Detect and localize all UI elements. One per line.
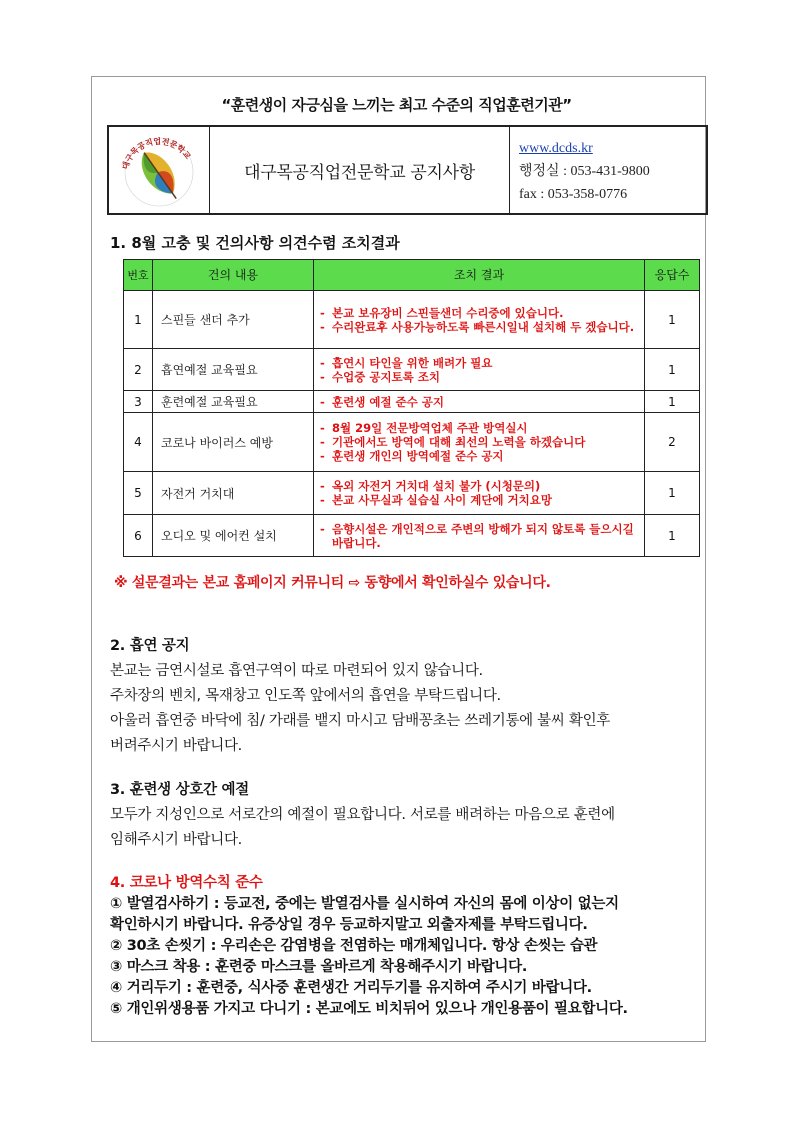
table-row xyxy=(124,413,700,472)
action-line: - 8월 29일 전문방역업체 주관 방역실시 xyxy=(320,421,528,435)
header-count: 응답수 xyxy=(645,260,700,291)
slogan: “훈련생이 자긍심을 느끼는 최고 수준의 직업훈련기관” xyxy=(221,96,572,114)
header-item: 건의 내용 xyxy=(153,260,314,291)
section3 xyxy=(110,778,615,853)
row-count: 1 xyxy=(645,391,700,413)
section1-title: 1. 8월 고충 및 건의사항 의견수렴 조치결과 xyxy=(110,234,400,252)
action-line: - 훈련생 예절 준수 공지 xyxy=(320,394,444,409)
row-item: 자전거 거치대 xyxy=(153,472,314,515)
row-actions xyxy=(314,413,645,472)
table-header-row xyxy=(124,260,700,291)
notice-title: 대구목공직업전문학교 공지사항 xyxy=(210,127,510,213)
row-actions xyxy=(314,515,645,557)
action-line: - 흡연시 타인을 위한 배려가 필요 xyxy=(320,355,493,370)
header-num: 번호 xyxy=(124,260,153,291)
row-num: 5 xyxy=(124,472,153,515)
action-line: - 수업중 공지토록 조치 xyxy=(320,369,440,384)
leaf-logo-icon xyxy=(116,130,202,210)
section4-title: 4. 코로나 방역수칙 준수 xyxy=(110,875,263,891)
row-count: 1 xyxy=(645,515,700,557)
action-line: - 기관에서도 방역에 대해 최선의 노력을 하겠습니다 xyxy=(320,435,586,449)
section4-line: ④ 거리두기 : 훈련중, 식사중 훈련생간 거리두기를 유지하여 주시기 바랍니다. xyxy=(110,980,592,996)
fax-number: fax : 053-358-0776 xyxy=(519,187,628,202)
action-line: - 음향시설은 개인적으로 주변의 방해가 되지 않토록 들으시길 바랍니다. xyxy=(320,521,634,550)
action-line: - 본교 사무실과 실습실 사이 계단에 거치요망 xyxy=(320,493,552,507)
section4-line: ② 30초 손씻기 : 우리손은 감염병을 전염하는 매개체입니다. 항상 손씻는 습관 xyxy=(110,938,598,954)
section2-line: 본교는 금연시설로 흡연구역이 따로 마련되어 있지 않습니다. xyxy=(110,663,483,679)
office-phone: 행정실 : 053-431-9800 xyxy=(519,164,650,179)
row-num: 3 xyxy=(124,391,153,413)
row-item: 코로나 바이러스 예방 xyxy=(153,413,314,472)
section2 xyxy=(110,634,610,759)
row-item: 훈련예절 교육필요 xyxy=(153,391,314,413)
survey-note: ※ 설문결과는 본교 홈페이지 커뮤니티 ⇨ 동향에서 확인하실수 있습니다. xyxy=(114,575,551,591)
table-row xyxy=(124,349,700,391)
row-num: 4 xyxy=(124,413,153,472)
section3-line: 모두가 지성인으로 서로간의 예절이 필요합니다. 서로를 배려하는 마음으로 훈련에 xyxy=(110,807,615,823)
row-count: 1 xyxy=(645,472,700,515)
section4 xyxy=(110,873,628,1020)
action-line: - 훈련생 개인의 방역예절 준수 공지 xyxy=(320,449,504,463)
school-logo xyxy=(109,127,210,213)
table-row xyxy=(124,391,700,413)
action-line: - 옥외 자전거 거치대 설치 불가 (시청문의) xyxy=(320,479,541,493)
section4-line: ③ 마스크 착용 : 훈련중 마스크를 올바르게 착용해주시기 바랍니다. xyxy=(110,959,528,975)
row-item: 오디오 및 에어컨 설치 xyxy=(153,515,314,557)
section4-line: 확인하시기 바랍니다. 유증상일 경우 등교하지말고 외출자제를 부탁드립니다. xyxy=(110,917,588,933)
notice-header xyxy=(107,125,708,215)
row-count: 1 xyxy=(645,291,700,349)
contact-info xyxy=(510,127,706,213)
section2-line: 아울러 흡연중 바닥에 침/ 가래를 뱉지 마시고 담배꽁초는 쓰레기통에 불씨 확인후 xyxy=(110,713,611,729)
section4-line: ① 발열검사하기 : 등교전, 중에는 발열검사를 실시하여 자신의 몸에 이상이 없는지 xyxy=(110,896,619,912)
row-num: 2 xyxy=(124,349,153,391)
table-row xyxy=(124,515,700,557)
table-row xyxy=(124,472,700,515)
row-actions xyxy=(314,349,645,391)
row-item: 스핀들 샌더 추가 xyxy=(153,291,314,349)
section2-title: 2. 흡연 공지 xyxy=(110,638,190,654)
section3-line: 임해주시기 바랍니다. xyxy=(110,832,242,848)
section4-line: ⑤ 개인위생용품 가지고 다니기 : 본교에도 비치뒤어 있으나 개인용품이 필요합니다. xyxy=(110,1001,628,1017)
row-actions xyxy=(314,291,645,349)
row-num: 1 xyxy=(124,291,153,349)
website-link[interactable]: www.dcds.kr xyxy=(519,141,593,156)
section2-line: 버려주시기 바랍니다. xyxy=(110,738,242,754)
logo-text: 대구목공직업전문학교 xyxy=(120,136,193,171)
action-line: - 수리완료후 사용가능하도록 빠른시일내 설치해 두 겠습니다. xyxy=(320,319,635,334)
row-count: 2 xyxy=(645,413,700,472)
row-count: 1 xyxy=(645,349,700,391)
table-row xyxy=(124,291,700,349)
action-line: - 본교 보유장비 스핀들샌더 수리중에 있습니다. xyxy=(320,305,564,320)
row-item: 흡연예절 교육필요 xyxy=(153,349,314,391)
section2-line: 주차장의 벤치, 목재창고 인도쪽 앞에서의 흡연을 부탁드립니다. xyxy=(110,688,501,704)
section3-title: 3. 훈련생 상호간 예절 xyxy=(110,782,249,798)
suggestion-result-table xyxy=(123,259,700,557)
row-num: 6 xyxy=(124,515,153,557)
header-action: 조치 결과 xyxy=(314,260,645,291)
row-actions xyxy=(314,391,645,413)
row-actions xyxy=(314,472,645,515)
